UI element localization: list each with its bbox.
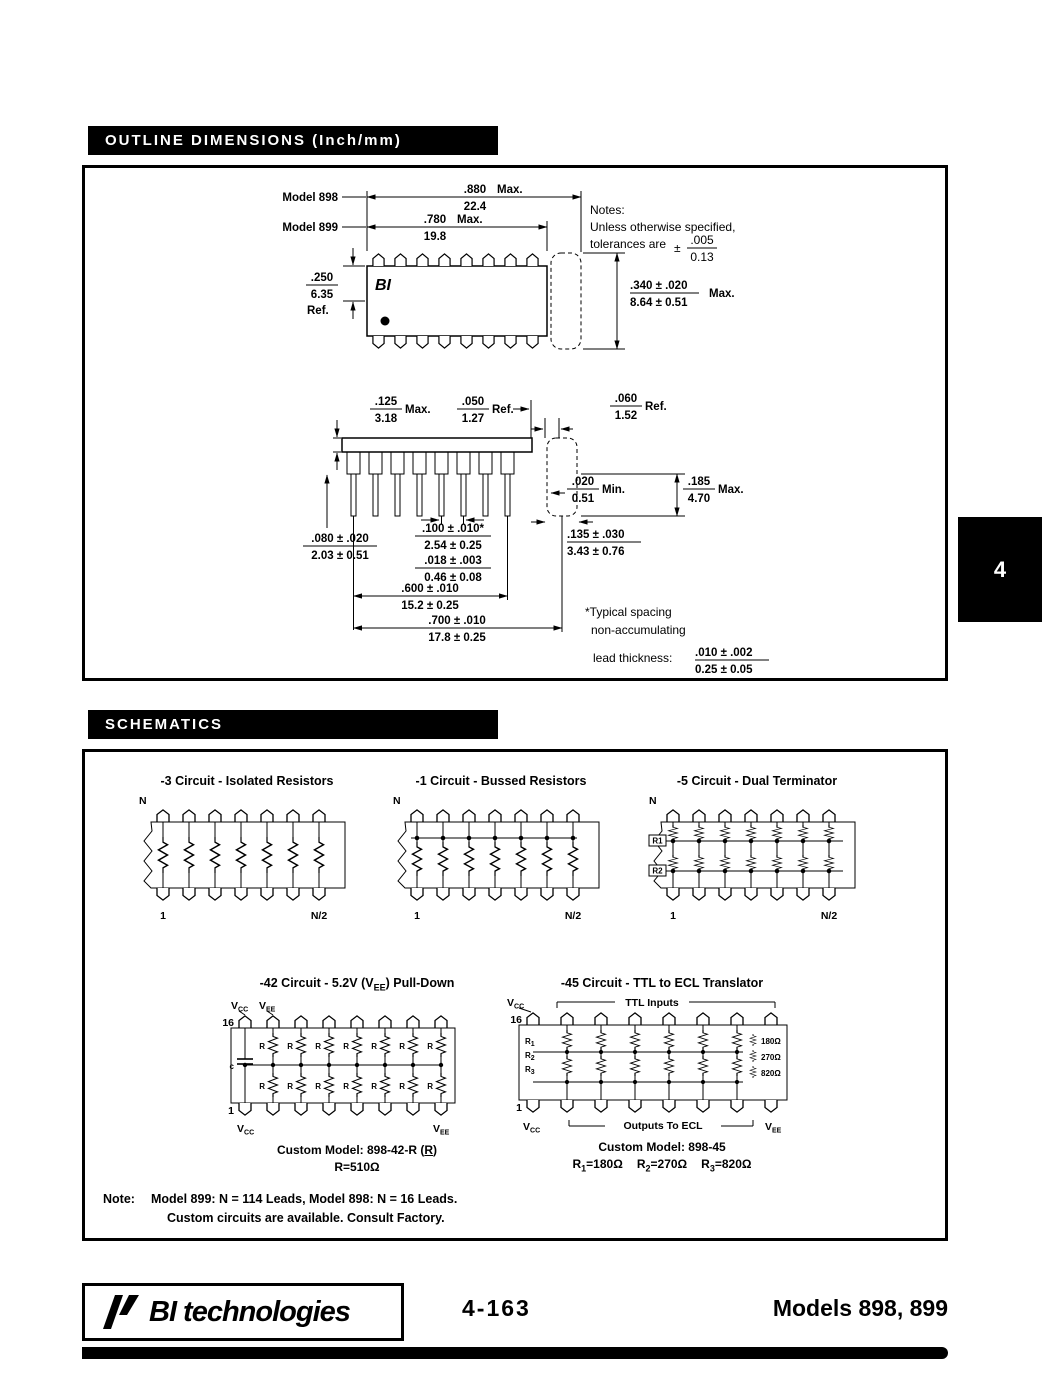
- dashed-end-pin-outline: [551, 253, 581, 349]
- dim-050: [457, 396, 531, 438]
- bottom-pins: [239, 1103, 447, 1115]
- note-block: [103, 1190, 863, 1228]
- dim-185-in: .185: [687, 476, 711, 488]
- vcc-top-label: $V_{CC}$: [507, 997, 525, 1011]
- dim-018-in: .018 ± .003: [424, 555, 482, 567]
- dim-600-in: .600 ± .010: [401, 583, 459, 595]
- dim-340-mm: 8.64 ± 0.51: [630, 297, 688, 309]
- dim-060-in: .060: [614, 393, 638, 405]
- outline-section-title: OUTLINE DIMENSIONS (Inch/mm): [105, 132, 402, 149]
- resistor-network: [159, 822, 324, 888]
- outputs-to-ecl-label: Outputs To ECL: [623, 1120, 703, 1132]
- bi-logo-glyph: [95, 1291, 141, 1333]
- pin-n-label: N: [139, 795, 147, 807]
- package-top-view: [282, 184, 735, 349]
- dim-880-in: .880: [463, 184, 487, 196]
- dim-700-in: .700 ± .010: [428, 615, 486, 627]
- dim-250-sfx: Ref.: [307, 305, 329, 317]
- svg-text:R: R: [371, 1041, 377, 1051]
- pin-leads: [351, 474, 510, 516]
- vee-top-label: $V_{EE}$: [259, 999, 276, 1013]
- dim-880: [367, 184, 581, 213]
- custom-model-line: Custom Model: 898-42-R (R): [276, 1142, 438, 1157]
- section-tab: [958, 517, 1042, 622]
- section-tab-number: 4: [993, 556, 1007, 582]
- pin-n-label: N: [393, 795, 401, 807]
- vcc-top-label: $V_{CC}$: [231, 999, 249, 1013]
- pin-n2-label: N/2: [310, 910, 328, 922]
- dim-125-sfx: Max.: [405, 404, 431, 416]
- schematic-title: -5 Circuit - Dual Terminator: [676, 774, 838, 788]
- svg-text:R: R: [343, 1081, 349, 1091]
- capacitor-label: c: [229, 1061, 234, 1071]
- pin-1-label: 1: [160, 910, 166, 922]
- dim-018: [415, 555, 491, 584]
- bottom-pins: [667, 888, 835, 900]
- pin-1-label: 1: [670, 910, 676, 922]
- dim-780-in: .780: [423, 214, 447, 226]
- chip-outline: [654, 822, 855, 888]
- dim-020-mm: 0.51: [571, 493, 595, 505]
- page-number: 4-163: [462, 1295, 531, 1321]
- pin1-label: 1: [228, 1104, 234, 1117]
- chip-logo: BI: [375, 277, 391, 294]
- dim-135-mm: 3.43 ± 0.76: [567, 546, 625, 558]
- lead-thickness-in: .010 ± .002: [695, 647, 753, 659]
- svg-text:R: R: [287, 1041, 293, 1051]
- pin-n-label: N: [649, 795, 657, 807]
- package-side-view: [303, 393, 769, 676]
- model-898-label: Model 898: [282, 192, 338, 204]
- svg-text:R: R: [399, 1041, 405, 1051]
- pin1-dot: [381, 317, 390, 326]
- resistor-network: [411, 822, 578, 888]
- notes-line1: Notes:: [590, 203, 625, 217]
- dim-600-mm: 15.2 ± 0.25: [401, 600, 459, 612]
- schematic-pulldown: [207, 976, 507, 1176]
- custom-model-line: Custom Model: 898-45: [598, 1140, 726, 1154]
- value-270: 270Ω: [761, 1053, 781, 1062]
- dim-020-in: .020: [571, 476, 595, 488]
- dim-340-sfx: Max.: [709, 288, 735, 300]
- top-pins: [667, 810, 835, 822]
- pin16-label: 16: [510, 1014, 522, 1026]
- dim-250-mm: 6.35: [310, 289, 334, 301]
- outline-dimensions-panel: [82, 165, 948, 681]
- outline-drawing: [85, 168, 945, 677]
- dim-780-mm: 19.8: [423, 231, 447, 243]
- vcc-bottom-label: $V_{CC}$: [523, 1121, 541, 1134]
- note-label: Note:: [103, 1192, 135, 1206]
- schematic-bussed-drawing: [381, 792, 621, 926]
- svg-text:R3: R3: [525, 1065, 535, 1076]
- vcc-bottom-label: $V_{CC}$: [237, 1122, 255, 1136]
- svg-text:R: R: [399, 1081, 405, 1091]
- resistor-network: [243, 1028, 445, 1103]
- dim-050-mm: 1.27: [461, 413, 485, 425]
- value-820: 820Ω: [761, 1069, 781, 1078]
- schematic-dual-terminator-drawing: [637, 792, 877, 926]
- schematic-dual-terminator: [637, 774, 877, 931]
- notes-line2: Unless otherwise specified,: [590, 220, 736, 234]
- schematic-pulldown-drawing: [207, 997, 507, 1137]
- dim-100-in: .100 ± .010*: [422, 523, 484, 535]
- schematic-isolated-resistors: [127, 774, 367, 931]
- schematics-section-header: [88, 710, 498, 739]
- schematic-isolated-drawing: [127, 792, 367, 926]
- notes-line3: tolerances are: [590, 237, 667, 251]
- svg-text:R: R: [427, 1041, 433, 1051]
- typical-spacing-note-2: non-accumulating: [591, 623, 686, 637]
- svg-text:R: R: [287, 1081, 293, 1091]
- svg-text:R: R: [315, 1041, 321, 1051]
- dim-080-in: .080 ± .020: [311, 533, 369, 545]
- brand-logo-box: [82, 1283, 404, 1341]
- dim-050-sfx: Ref.: [492, 404, 514, 416]
- dim-050-in: .050: [461, 396, 485, 408]
- top-pins: [527, 1013, 777, 1025]
- pin-n2-label: N/2: [564, 910, 582, 922]
- bottom-pins: [527, 1100, 777, 1112]
- dim-060-mm: 1.52: [614, 410, 638, 422]
- outline-section-header: [88, 126, 498, 155]
- schematic-title: -42 Circuit - 5.2V $(V_{EE})$ Pull-Down: [259, 976, 455, 993]
- dim-135-in: .135 ± .030: [567, 529, 625, 541]
- dim-880-mm: 22.4: [463, 201, 487, 213]
- dim-080-mm: 2.03 ± 0.51: [311, 550, 369, 562]
- vee-bottom-label: $V_{EE}$: [433, 1122, 450, 1136]
- dim-185-mm: 4.70: [687, 493, 711, 505]
- resistor-values-line: $R_1=180\Omega$ $R_2=270\Omega$ $R_3=820\Omega$: [572, 1157, 752, 1174]
- dim-700-mm: 17.8 ± 0.25: [428, 632, 486, 644]
- svg-text:R: R: [371, 1081, 377, 1091]
- dim-780: [367, 214, 547, 243]
- chip-outline: [519, 1025, 787, 1100]
- package-body: [367, 266, 547, 336]
- dim-135: [531, 522, 641, 558]
- svg-text:R: R: [343, 1041, 349, 1051]
- schematics-panel: [82, 749, 948, 1241]
- pin-shoulders: [347, 452, 514, 474]
- dim-250-in: .250: [310, 272, 334, 284]
- dim-060-sfx: Ref.: [645, 401, 667, 413]
- model-899-label: Model 899: [282, 222, 338, 234]
- note-line2: Custom circuits are available. Consult Factory.: [167, 1211, 445, 1225]
- bottom-pins: [411, 888, 579, 900]
- brand-name: BI technologies: [149, 1295, 350, 1328]
- top-pins: [411, 810, 579, 822]
- pin1-label: 1: [516, 1102, 522, 1114]
- body-side-strip: [342, 438, 532, 452]
- dim-880-sfx: Max.: [497, 184, 523, 196]
- dim-018-mm: 0.46 ± 0.08: [424, 572, 482, 584]
- schematic-bussed-resistors: [381, 774, 621, 931]
- svg-text:R2: R2: [525, 1051, 535, 1062]
- dim-250: [306, 248, 365, 319]
- dim-100: [415, 516, 491, 552]
- resistor-network: [533, 1025, 756, 1100]
- dim-080: [303, 475, 377, 562]
- svg-text:R: R: [259, 1041, 265, 1051]
- models-label: Models 898, 899: [772, 1295, 948, 1321]
- schematic-title: -45 Circuit - TTL to ECL Translator: [560, 976, 764, 990]
- dim-060: [531, 393, 667, 438]
- pin-n2-label: N/2: [820, 910, 838, 922]
- vee-bottom-label: $V_{EE}$: [765, 1121, 782, 1134]
- schematic-ttl-ecl: [497, 976, 827, 1177]
- tolerance-mm: 0.13: [690, 250, 714, 264]
- svg-text:R: R: [427, 1081, 433, 1091]
- notes-block: [590, 203, 735, 264]
- value-180: 180Ω: [761, 1037, 781, 1046]
- schematic-title: -3 Circuit - Isolated Resistors: [160, 774, 334, 788]
- plus-minus: ±: [674, 241, 681, 255]
- ttl-inputs-label: TTL Inputs: [625, 997, 679, 1009]
- resistor-value-line: R=510Ω: [334, 1159, 380, 1174]
- pin-1-label: 1: [414, 910, 420, 922]
- dim-185-sfx: Max.: [718, 484, 744, 496]
- dim-780-sfx: Max.: [457, 214, 483, 226]
- resistor-labels: [259, 1042, 433, 1091]
- note-line1: Model 899: N = 114 Leads, Model 898: N = 16 Leads.: [150, 1192, 458, 1206]
- svg-text:R: R: [259, 1081, 265, 1091]
- schematics-section-title: SCHEMATICS: [105, 716, 224, 733]
- pin16-label: 16: [222, 1016, 234, 1029]
- top-pins: [239, 1015, 447, 1027]
- schematic-ttl-ecl-drawing: [497, 994, 827, 1134]
- dim-340-in: .340 ± .020: [630, 280, 688, 292]
- footer-rule: [82, 1347, 948, 1359]
- lead-thickness-label: lead thickness:: [593, 651, 673, 665]
- top-pins: [157, 810, 325, 822]
- svg-text:R1: R1: [525, 1037, 535, 1048]
- dim-125-in: .125: [374, 396, 398, 408]
- dim-020: [551, 476, 625, 505]
- bottom-pins: [157, 888, 325, 900]
- schematic-title: -1 Circuit - Bussed Resistors: [415, 774, 587, 788]
- tolerance-in: .005: [690, 233, 714, 247]
- dim-020-sfx: Min.: [602, 484, 625, 496]
- typical-spacing-note-1: *Typical spacing: [585, 605, 672, 619]
- svg-text:R: R: [315, 1081, 321, 1091]
- dim-125-mm: 3.18: [374, 413, 398, 425]
- r1-label: R1: [652, 836, 663, 846]
- dim-340: [583, 253, 735, 349]
- lead-thickness-mm: 0.25 ± 0.05: [695, 664, 753, 676]
- r2-label: R2: [652, 866, 663, 876]
- dim-100-mm: 2.54 ± 0.25: [424, 540, 482, 552]
- resistor-network: [666, 822, 843, 888]
